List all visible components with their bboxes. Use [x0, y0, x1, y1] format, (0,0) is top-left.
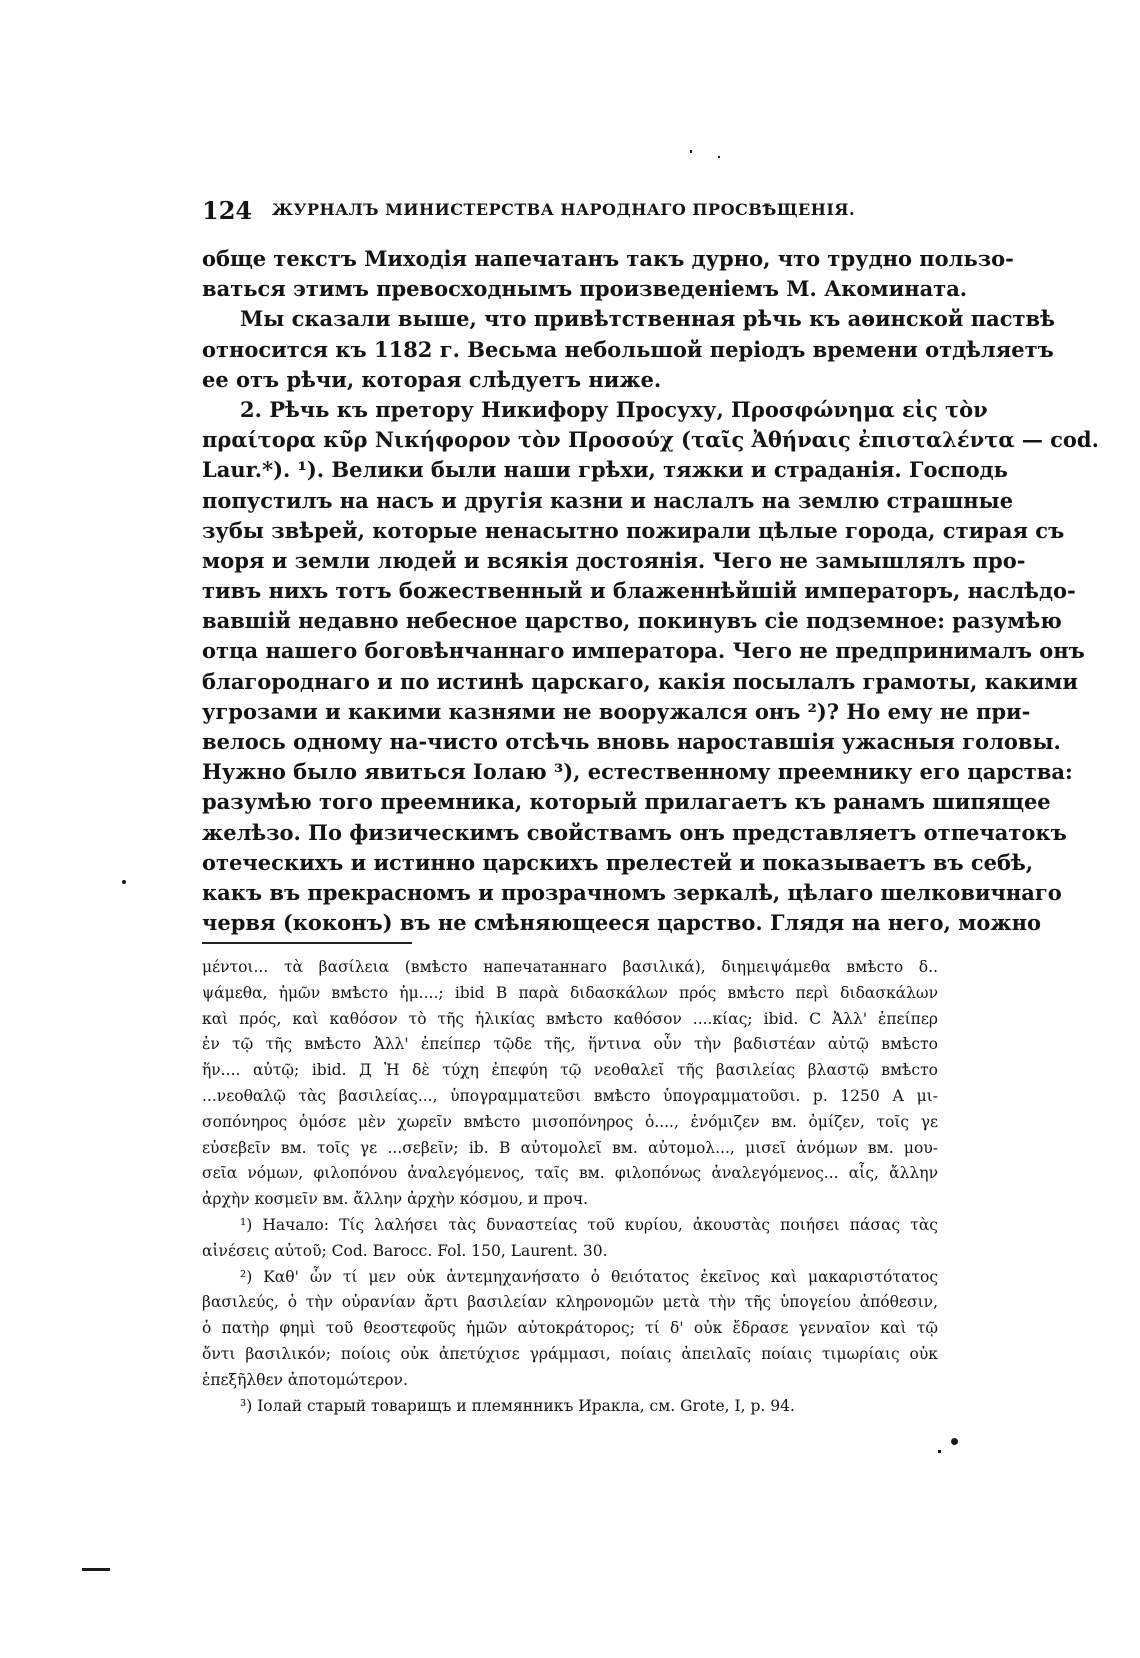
footnote-line: βασιλεύς, ὁ τὴν οὐρανίαν ἄρτι βασιλείαν κληρονομῶν μετὰ τὴν τῆς ὑπογείου ἀπόθεσιν, [202, 1293, 938, 1312]
text-line: угрозами и какими казнями не вооружался онъ ²)? Но ему не при- [202, 698, 1031, 724]
scan-speck [690, 150, 692, 153]
footnotes-block [202, 955, 938, 1419]
footnote-line: ψάμεθα, ἡμῶν вмѣсто ἡμ....; ibid В παρὰ διδασκάλων πρός вмѣсто περὶ διδασκάλων [202, 983, 938, 1002]
scan-dash-mark [82, 1568, 110, 1571]
text-line: Мы сказали выше, что привѣтственная рѣчь къ аѳинской паствѣ [240, 306, 1055, 332]
page-header [202, 196, 942, 230]
text-line: ваться этимъ превосходнымъ произведеніемъ М. Акомината. [202, 276, 968, 302]
footnote-line: σεῖα νόμων, φιλοπόνου ἀναλεγόμενος, ταῖς вм. φιλοπόνως ἀναλεγόμενος... αἷς, ἄλλην [202, 1164, 938, 1183]
text-line: Нужно было явиться Іолаю ³), естественному преемнику его царства: [202, 759, 1073, 785]
footnote-3: ³) Іолай старый товарищъ и племянникъ Иракла, см. Grote, I, p. 94. [240, 1396, 795, 1415]
footnote-line: ἐπεξῆλθεν ἀποτομώτερον. [202, 1370, 408, 1389]
text-line: вавшій недавно небесное царство, покинувъ сіе подземное: разумѣю [202, 608, 1062, 634]
text-line: разумѣю того преемника, который прилагаетъ къ ранамъ шипящее [202, 789, 1051, 815]
footnote-line: αἰνέσεις αὐτοῦ; Cod. Barocc. Fol. 150, Laurent. 30. [202, 1241, 608, 1260]
footnote-line: ἀρχὴν κοσμεῖν вм. ἄλλην ἀρχὴν κόσμου, и проч. [202, 1190, 589, 1209]
footnote-line: ἥν.... αὐτῷ; ibid. Д Ἡ δὲ τύχη ἐπεφύη τῷ νεοθαλεῖ τῆς βασιλείας βλαστῷ вмѣсто [202, 1061, 938, 1080]
text-line: отца нашего боговѣнчаннаго императора. Чего не предпринималъ онъ [202, 638, 1085, 664]
text-line: отеческихъ и истинно царскихъ прелестей и показываетъ въ себѣ, [202, 849, 1034, 875]
text-line: обще текстъ Миходія напечатанъ такъ дурно, что трудно пользо- [202, 246, 1014, 271]
scan-speck [951, 1438, 958, 1445]
scan-speck [122, 880, 126, 884]
footnote-1: ¹) Начало: Τίς λαλήσει τὰς δυναστείας τοῦ κυρίου, ἀκουστὰς ποιήσει πάσας τὰς [240, 1215, 938, 1234]
footnote-line: καὶ πρός, καὶ καθόσον τὸ τῆς ἡλικίας вмѣсто καθόσον ....κίας; ibid. С Ἀλλ' ἐπείπερ [202, 1009, 938, 1028]
text-line: тивъ нихъ тотъ божественный и блаженнѣйшій императоръ, наслѣдо- [202, 578, 1076, 604]
footnote-divider [202, 942, 412, 944]
text-line: велось одному на-чисто отсѣчь вновь нароставшія ужасныя головы. [202, 729, 1061, 754]
footnote-line: ἐν τῷ τῆς вмѣсто Ἀλλ' ἐπείπερ τῷδε τῆς, ἥντινα οὖν τὴν βαδιστέαν αὐτῷ вмѣсто [202, 1035, 938, 1054]
footnote-line: σοπόνηρος ὁμόσε μὲν χωρεῖν вмѣсто μισοπόνηρος ὁ...., ἐνόμιζεν вм. ὀμίζεν, τοῖς γε [202, 1112, 938, 1131]
scan-speck [718, 156, 720, 158]
footnote-line: ὄντι βασιλικόν; ποίοις οὐκ ἀπετύχισε γράμμασι, ποίαις ἀπειλαῖς ποίαις τιμωρίαις οὐκ [202, 1344, 938, 1363]
footnote-line: μέντοι... τὰ βασίλεια (вмѣсто напечатаннаго βασιλικά), διημειψάμεθα вмѣсто δ.. [202, 958, 938, 976]
footnote-line: ...νεοθαλῷ τὰς βασιλείας..., ὑπογραμματεῦσι вмѣсто ὑπογραμματοῦσι. р. 1250 А μι- [202, 1086, 938, 1105]
running-title: ЖУРНАЛЪ МИНИСТЕРСТВА НАРОДНАГО ПРОСВѢЩЕНІЯ. [272, 200, 856, 219]
text-line: попустилъ на насъ и другія казни и наслалъ на землю страшные [202, 487, 1014, 513]
text-line: Laur.*). ¹). Велики были наши грѣхи, тяжки и страданія. Господь [202, 457, 1008, 483]
text-line: πραίτορα κῦρ Νικήφορον τὸν Προσούχ (ταῖς Ἀθήναις ἐπισταλέντα — cod. [202, 427, 1099, 453]
text-line: какъ въ прекрасномъ и прозрачномъ зеркалѣ, цѣлаго шелковичнаго [202, 879, 1062, 905]
text-line: относится къ 1182 г. Весьма небольшой періодъ времени отдѣляетъ [202, 336, 1054, 362]
scan-speck [938, 1450, 941, 1453]
text-line: червя (коконъ) въ не смѣняющееся царство. Глядя на него, можно [202, 910, 1041, 936]
page-number: 124 [202, 196, 253, 225]
footnote-2: ²) Καθ' ὧν τί μεν οὐκ ἀντεμηχανήσατο ὁ θειότατος ἐκεῖνος καὶ μακαριστότατος [240, 1267, 938, 1286]
text-line: желѣзо. По физическимъ свойствамъ онъ представляетъ отпечатокъ [202, 819, 1067, 845]
main-text-block [202, 244, 1099, 938]
footnote-line: ὁ πατὴρ φημὶ τοῦ θεοστεφοῦς ἡμῶν αὐτοκράτορος; τί δ' οὐκ ἔδρασε γενναῖον καὶ τῷ [202, 1319, 938, 1338]
footnote-line: εὐσεβεῖν вм. τοῖς γε ...σεβεῖν; ib. В αὐτομολεῖ вм. αὐτομολ..., μισεῖ ἀνόμων вм. μου- [202, 1138, 938, 1157]
text-line: ее отъ рѣчи, которая слѣдуетъ ниже. [202, 366, 662, 392]
text-line: благороднаго и по истинѣ царскаго, какія посылалъ грамоты, какими [202, 668, 1079, 694]
text-line: моря и земли людей и всякія достоянія. Чего не замышлялъ про- [202, 547, 1026, 573]
text-line: 2. Рѣчь къ претору Никифору Просуху, Προσφώνημα εἰς τὸν [240, 396, 988, 422]
text-line: зубы звѣрей, которые ненасытно пожирали цѣлые города, стирая съ [202, 517, 1065, 543]
